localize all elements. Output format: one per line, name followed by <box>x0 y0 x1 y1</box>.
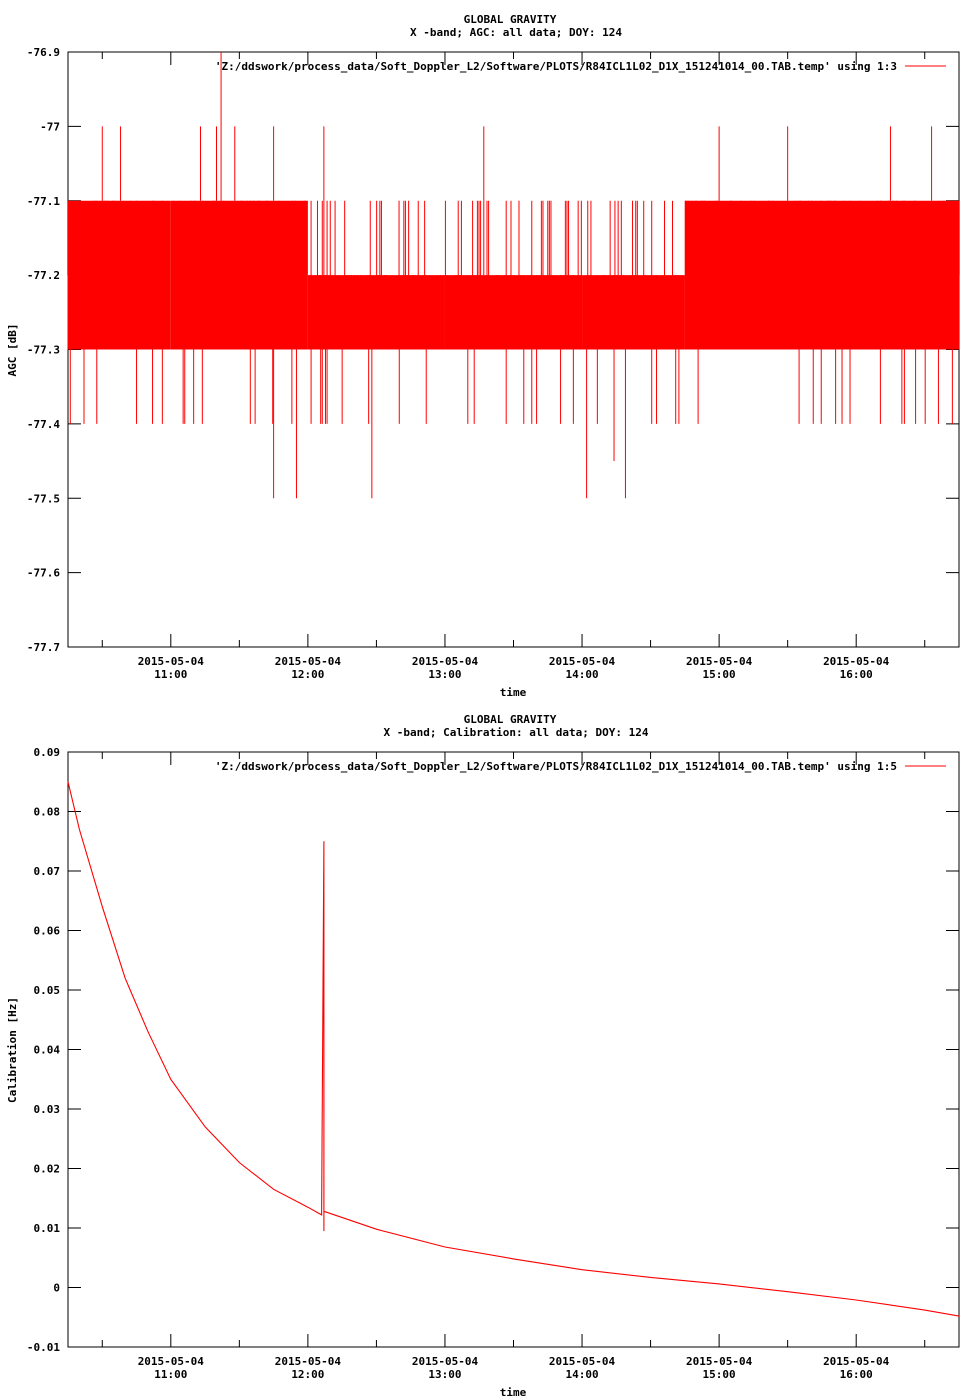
agc-y-tick-label: -77.3 <box>26 343 60 357</box>
agc-x-tick-label-date: 2015-05-04 <box>411 655 479 668</box>
calibration-chart-subtitle: X -band; Calibration: all data; DOY: 124 <box>383 726 649 739</box>
agc-y-axis <box>27 46 959 654</box>
calibration-legend <box>215 760 946 773</box>
calibration-x-axis-label: time <box>499 1386 527 1399</box>
agc-noise-band <box>685 201 959 350</box>
agc-chart-subtitle: X -band; AGC: all data; DOY: 124 <box>410 26 622 39</box>
calibration-x-tick-label-time: 16:00 <box>839 1368 873 1381</box>
calibration-y-tick-label: 0.01 <box>33 1222 60 1235</box>
agc-y-axis-label: AGC [dB] <box>6 323 19 377</box>
calibration-x-tick-label-time: 11:00 <box>154 1368 188 1381</box>
calibration-x-tick-label-time: 13:00 <box>428 1368 462 1381</box>
calibration-y-tick-label: 0.07 <box>33 865 60 878</box>
calibration-y-tick-label: 0 <box>53 1281 60 1295</box>
agc-y-tick-label: -77.6 <box>26 566 60 580</box>
calibration-x-tick-label-date: 2015-05-04 <box>548 1355 616 1368</box>
agc-x-tick-label-date: 2015-05-04 <box>685 655 753 668</box>
calibration-x-tick-label-time: 12:00 <box>291 1368 325 1381</box>
agc-x-tick-label-time: 11:00 <box>154 668 188 681</box>
agc-x-tick-label-time: 12:00 <box>291 668 325 681</box>
agc-legend <box>215 60 946 73</box>
calibration-x-tick-label-time: 15:00 <box>702 1368 736 1381</box>
calibration-y-tick-label: 0.08 <box>33 805 60 819</box>
calibration-y-tick-label: 0.09 <box>33 746 60 759</box>
agc-x-tick-label-date: 2015-05-04 <box>548 655 616 668</box>
agc-chart <box>6 13 959 699</box>
calibration-y-tick-label: 0.02 <box>33 1162 60 1176</box>
calibration-chart <box>6 713 959 1399</box>
calibration-y-axis <box>27 746 959 1354</box>
agc-y-tick-label: -77 <box>40 120 60 134</box>
agc-y-tick-label: -77.2 <box>26 269 60 283</box>
calibration-y-tick-label: 0.03 <box>33 1103 60 1116</box>
agc-y-tick-label: -77.7 <box>26 641 60 654</box>
agc-y-tick-label: -77.5 <box>26 492 60 506</box>
agc-x-tick-label-time: 14:00 <box>565 668 599 681</box>
agc-noise-band <box>68 201 171 350</box>
calibration-y-tick-label: -0.01 <box>26 1341 60 1354</box>
calibration-y-tick-label: 0.05 <box>33 984 60 997</box>
calibration-series <box>68 782 959 1316</box>
calibration-plot-frame <box>68 752 959 1347</box>
calibration-x-tick-label-date: 2015-05-04 <box>137 1355 204 1368</box>
agc-y-tick-label: -77.4 <box>26 417 60 431</box>
calibration-chart-title: GLOBAL GRAVITY <box>463 713 557 726</box>
agc-x-tick-label-time: 15:00 <box>702 668 736 681</box>
agc-chart-title: GLOBAL GRAVITY <box>463 13 557 26</box>
calibration-y-axis-label: Calibration [Hz] <box>6 997 19 1103</box>
calibration-legend-label: 'Z:/ddswork/process_data/Soft_Doppler_L2/Software/PLOTS/R84ICL1L02_D1X_151241014_00.TAB.temp' using 1:5 <box>214 760 897 773</box>
calibration-x-tick-label-date: 2015-05-04 <box>411 1355 479 1368</box>
calibration-x-tick-label-time: 14:00 <box>565 1368 599 1381</box>
agc-series <box>68 52 959 498</box>
calibration-y-tick-label: 0.04 <box>33 1043 60 1057</box>
agc-y-tick-label: -77.1 <box>26 194 60 208</box>
agc-noise-band <box>445 275 582 349</box>
agc-legend-label: 'Z:/ddswork/process_data/Soft_Doppler_L2/Software/PLOTS/R84ICL1L02_D1X_151241014_00.TAB.temp' using 1:3 <box>214 60 897 73</box>
calibration-y-tick-label: 0.06 <box>33 924 60 938</box>
agc-x-tick-label-time: 13:00 <box>428 668 462 681</box>
calibration-series-line <box>68 782 959 1316</box>
calibration-x-tick-label-date: 2015-05-04 <box>685 1355 753 1368</box>
agc-x-axis <box>102 52 924 681</box>
agc-x-tick-label-date: 2015-05-04 <box>137 655 204 668</box>
agc-x-tick-label-date: 2015-05-04 <box>823 655 890 668</box>
agc-y-tick-label: -76.9 <box>26 46 60 59</box>
calibration-x-tick-label-date: 2015-05-04 <box>823 1355 890 1368</box>
calibration-x-axis <box>102 752 924 1381</box>
agc-x-axis-label: time <box>499 686 527 699</box>
calibration-x-tick-label-date: 2015-05-04 <box>274 1355 342 1368</box>
agc-x-tick-label-time: 16:00 <box>839 668 873 681</box>
agc-x-tick-label-date: 2015-05-04 <box>274 655 342 668</box>
